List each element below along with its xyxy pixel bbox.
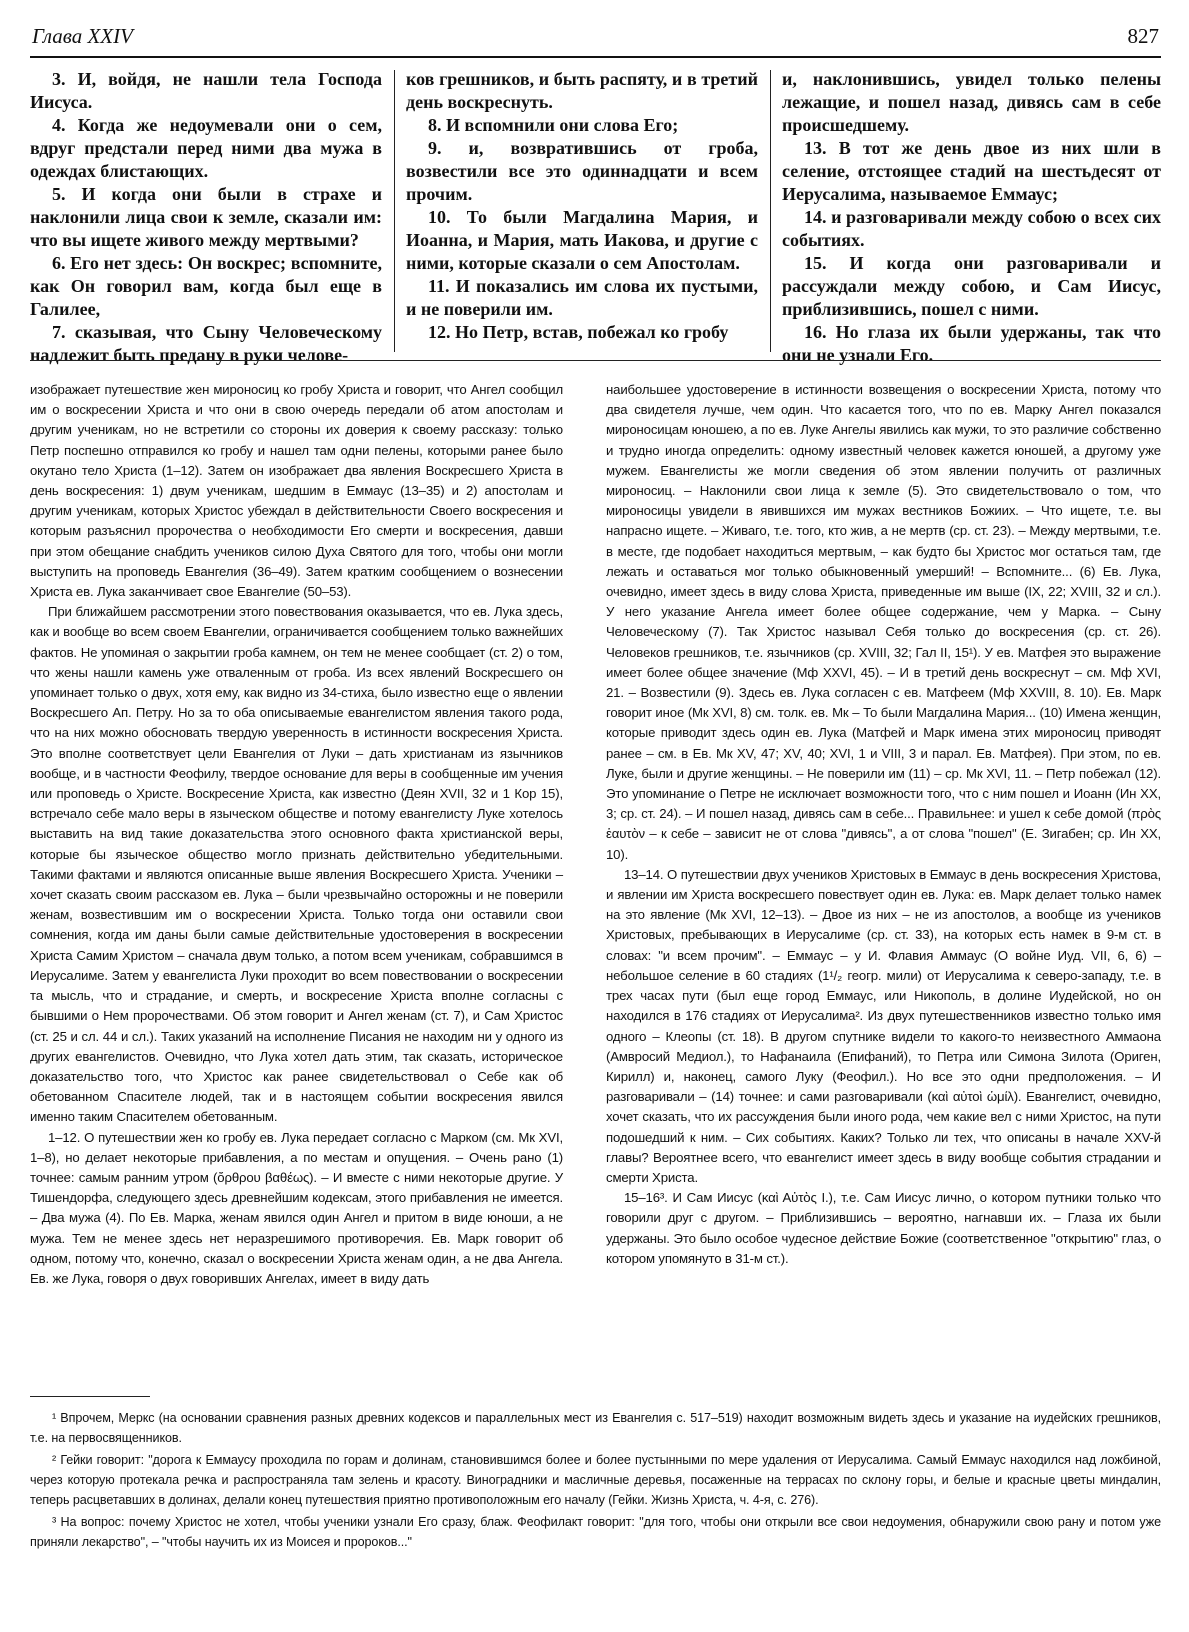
running-header [30, 20, 1161, 58]
verse-12: 12. Но Петр, встав, побежал ко гробу [428, 322, 729, 342]
commentary-paragraph: При ближайшем рассмотрении этого повествования оказывается, что ев. Лука здесь, как и вообще во всем своем Евангелии, ограничивается сообщением только важнейших фактов. Не упоминая о закрытии гроба камнем, он тем не менее сообщает (ст. 2) о том, что жены нашли камень уже отваленным от гроба. Из всех явлений Воскресшего он упоминает только о двух, хотя ему, как видно из 34-стиха, было известно еще о явлении Воскресшего Ап. Петру. Но за то оба описываемые евангелистом явления такого рода, что на них можно обосновать твердую уверенность в истинности воскресения Христа. Это вполне соответствует цели Евангелия от Луки – дать христианам из язычников вообще, и в частности Феофилу, твердое основание для веры в сообщенные им учения или проповедь о Христе. Воскресение Христа, как известно (Деян XVII, 32 и 1 Кор 15), встречало себе мало веры в языческом обществе и потому евангелисту Луке хотелось выставить на вид такие доказательства этого основного факта христианской веры, которые бы языческое общество могло признать действительно убедительными. Такими фактами и являются описанные выше явления Воскресшего Христа. Ученики – хочет сказать своим рассказом ев. Лука – были чрезвычайно осторожны и не поверили женам, возвестившим им о воскресении Христа. Только тогда они оставили свои сомнения, когда им даны были самые действительные удостоверения в воскресении Христа Самим Христом – сначала двум только, а потом всем ученикам, собравшимся в Иерусалиме. Затем у евангелиста Луки проходит во всем повествовании о воскресении та мысль, что и страдание, и смерть, и воскресение Христа вполне согласны с бывшими о Нем пророчествами. Об этом говорит и Ангел женам (ст. 7), и Сам Христос (ст. 25 и сл. 44 и сл.). Таких указаний на исполнение Писания не находим ни у одного из других евангелистов. Очевидно, что Лука хотел дать этим, так сказать, историческое доказательство того, что Христос как ранее свидетельствовал о Себе как об обетованном Спасителе людей, так и в настоящем событии воскресения явился именно таким Спасителем обетованным. [30, 604, 563, 1125]
verse-3: 3. И, войдя, не нашли тела Господа Иисуса. [30, 69, 382, 112]
verse-5: 5. И когда они были в страхе и наклонили лица свои к земле, сказали им: что вы ищете живого между мертвыми? [30, 184, 382, 250]
commentary-paragraph: наибольшее удостоверение в истинности возвещения о воскресении Христа, потому что два свидетеля лучше, чем один. Что касается того, что по ев. Марку Ангел показался мироносицам юношею, а по ев. Луке Ангелы явились как мужи, то это различие собственно и трудно иногда определить: одному известный человек кажется юношей, а другому уже мужем. Евангелисты же могли сведения об этом явлении получить от различных мироносиц. – Наклонили свои лица к земле (5). Это свидетельствовало о том, что мироносицы увидели в явившихся им мужах вестников Божиих. – Что ищете, т.е. вы напрасно ищете. – Живаго, т.е. того, кто жив, а не мертв (ср. ст. 23). – Между мертвыми, т.е. в месте, где подобает находиться мертвым, – как будто бы Христос мог остаться там, где лежать и оставаться мог только обыкновенный умерший! – Вспомните... (6) Ев. Лука, очевидно, имеет здесь в виду слова Христа, приведенные им выше (IX, 22; XVIII, 32 и сл.). У него указание Ангела имеет более общее содержание, чем у Марка. – Сыну Человеческому (7). Так Христос называл Себя только до воскресения (ср. ст. 26). Человеков грешников, т.е. язычников (ср. XVIII, 32; Гал II, 15¹). У ев. Матфея это выражение имеет более общее значение (Мф XXVI, 45). – И в третий день воскреснут – см. Мф XVI, 21. – Возвестили (9). Здесь ев. Лука согласен с ев. Матфеем (Мф XXVIII, 8. 10). Ев. Марк говорит иное (Мк XVI, 8) см. толк. ев. Мк – То были Магдалина Мария... (10) Имена женщин, которые приводит здесь один ев. Лука (Матфей и Марк имена этих мироносиц приводят ранее – см. в Ев. Мк XV, 47; XV, 40; XVI, 1 и VIII, 3 и парал. Ев. Матфея). При этом, по ев. Луке, были и другие женщины. – Не поверили им (11) – ср. Мк XVI, 11. – Петр побежал (12). Это упоминание о Петре не исключает возможности того, что с ним пошел и Иоанн (Ин XX, 3; ср. ст. 24). – И пошел назад, дивясь сам в себе... Правильнее: и ушел к себе домой (πρὸς ἑαυτὸν – к себе – зависит не от слова "дивясь", а от слова "пошел" (Е. Зигабен; ср. Ин XX, 10). [606, 382, 1161, 862]
verse-column-1 [30, 68, 382, 365]
verse-12-continued: и, наклонившись, увидел только пелены лежащие, и пошел назад, дивясь сам в себе происшедшему. [782, 69, 1161, 135]
footnote-rule [30, 1396, 150, 1397]
footnote-2: ² Гейки говорит: "дорога к Еммаусу проходила по горам и долинам, становившимся более и более пустынными по мере удаления от Иерусалима. Самый Еммаус находился над ложбиной, через которую протекала речка и распространяла там зелень и красоту. Виноградники и масличные деревья, посаженные на террасах по склону горы, и белые и красные цветы миндалин, теперь расцветавших в долинах, делали конец путешествия приятно противоположным его началу (Гейки. Жизнь Христа, ч. 4-я, с. 276). [30, 1453, 1161, 1507]
verse-column-2 [406, 68, 758, 354]
verse-8: 8. И вспомнили они слова Его; [428, 115, 679, 135]
verse-6: 6. Его нет здесь: Он воскрес; вспомните, как Он говорил вам, когда был еще в Галилее, [30, 253, 382, 319]
chapter-title: Глава XXIV [32, 24, 133, 48]
verse-column-3 [782, 68, 1161, 365]
section-divider [30, 360, 1161, 361]
verse-14: 14. и разговаривали между собою о всех сих событиях. [782, 207, 1161, 250]
scripture-verses [30, 68, 1161, 365]
verse-7-continued: ков грешников, и быть распяту, и в третий день воскреснуть. [406, 69, 758, 112]
verse-13: 13. В тот же день двое из них шли в селение, отстоящее стадий на шестьдесят от Иерусалима, называемое Еммаус; [782, 138, 1161, 204]
verse-9: 9. и, возвратившись от гроба, возвестили все это одиннадцати и всем прочим. [406, 138, 758, 204]
page-number: 827 [1127, 24, 1159, 48]
verse-10: 10. То были Магдалина Мария, и Иоанна, и Мария, мать Иакова, и другие с ними, которые сказали о сем Апостолам. [406, 207, 758, 273]
column-divider [770, 70, 771, 352]
verse-7: 7. сказывая, что Сыну Человеческому надлежит быть предану в руки челове- [30, 322, 382, 365]
verse-15: 15. И когда они разговаривали и рассуждали между собою, и Сам Иисус, приблизившись, пошел с ними. [782, 253, 1161, 319]
commentary-paragraph: 13–14. О путешествии двух учеников Христовых в Еммаус в день воскресения Христова, и явлении им Христа воскресшего повествует один ев. Лука: ев. Марк делает только намек на это явление (Мк XVI, 12–13). – Двое из них – не из апостолов, а вообще из учеников Христовых, пребывающих в Иерусалиме (ср. ст. 33), на которых есть намек в 9-м ст. в словах: "и всем прочим". – Еммаус – у И. Флавия Аммаус (О войне Иуд. VII, 6, 6) – небольшое селение в 60 стадиях (1¹/₂ геогр. мили) от Иерусалима к северо-западу, т.е. в трех часах пути (был еще город Еммаус, или Никополь, в долине Иудейской, но он находился в 176 стадиях от Иерусалима². Из двух путешественников известно только имя одного – Клеопы (ст. 18). В другом спутнике видели то какого-то неизвестного Аммаона (Амвросий Медиол.), то Нафанаила (Епифаний), то Петра или Симона Зилота (Ориген, Кирилл) и, наконец, самого Луку (Феофил.). Но все это одни предположения. – И разговаривали – (14) точнее: и сами разговаривали (καὶ αὐτοὶ ὡμίλ). Евангелист, очевидно, хочет сказать, что их рассуждения были иного рода, чем какие вел с ними Христос, на пути подошедший к ним. – Сих событиях. Каких? Только ли тех, что описаны в начале XXV-й главы? Вероятнее всего, что евангелист имеет здесь в виду вообще события страдании и смерти Христа. [606, 866, 1161, 1185]
commentary-paragraph: изображает путешествие жен мироносиц ко гробу Христа и говорит, что Ангел сообщил им о воскресении Христа и что они в свою очередь передали об атом апостолам и другим ученикам, но не встретили со стороны их доверия к своему рассказу: только Петр поспешно отправился ко гробу и нашел там одни пелены, которыми ранее было окутано тело Христа (1–12). Затем он изображает два явления Воскресшего Христа в день воскресения: 1) двум ученикам, шедшим в Еммаус (13–35) и 2) апостолам и другим ученикам, которых Христос убеждал в действительности Своего воскресения и которым разъяснил пророчества о необходимости Его смерти и воскресения, давши при этом обещание снабдить учеников силою Духа Святого для того, чтобы они могли выступить на проповедь Евангелия (36–49). Затем кратким сообщением о вознесении Христа ев. Лука заканчивает свое Евангелие (50–53). [30, 382, 563, 600]
verse-11: 11. И показались им слова их пустыми, и не поверили им. [406, 276, 758, 319]
commentary-column-right [606, 380, 1161, 1376]
footnote-3: ³ На вопрос: почему Христос не хотел, чтобы ученики узнали Его сразу, блаж. Феофилакт говорит: "для того, чтобы они открыли все свои недоумения, обнаружили свою рану и потом уже приняли лекарство", – "чтобы научить их из Моисея и пророков..." [30, 1515, 1161, 1549]
verse-16: 16. Но глаза их были удержаны, так что они не узнали Его. [782, 322, 1161, 365]
column-divider [394, 70, 395, 352]
commentary-paragraph: 15–16³. И Сам Иисус (καὶ Αὐτὸς Ι.), т.е. Сам Иисус лично, о котором путники только что говорили друг с другом. – Приблизившись – вероятно, нагнавши их. – Глаза их были удержаны. Это было особое чудесное действие Божие (соответственное "открытию" глаз, о котором упомянуто в 31-м ст.). [606, 1190, 1161, 1266]
footnote-1: ¹ Впрочем, Меркс (на основании сравнения разных древних кодексов и параллельных мест из Евангелия с. 517–519) находит возможным видеть здесь и указание на иудейских грешников, т.е. на первосвященников. [30, 1411, 1161, 1445]
verse-4: 4. Когда же недоумевали они о сем, вдруг предстали перед ними два мужа в одеждах блистающих. [30, 115, 382, 181]
commentary-paragraph: 1–12. О путешествии жен ко гробу ев. Лука передает согласно с Марком (см. Мк XVI, 1–8), но делает некоторые прибавления, а по местам и опущения. – Очень рано (1) точнее: самым ранним утром (ὄρθρου βαθέως). – И вместе с ними некоторые другие. У Тишендорфа, следующего здесь древнейшим кодексам, этого прибавления не имеется. – Два мужа (4). По Ев. Марка, женам явился один Ангел и притом в виде юноши, а не мужа. Тем не менее здесь нет неразрешимого противоречия. Ев. Марк говорит об одном, потому что, конечно, сказал о воскресении Христа женам один, а не два Ангела. Ев. же Лука, говоря о двух говоривших Ангелах, имеет в виду дать [30, 1129, 563, 1286]
footnotes [30, 1408, 1161, 1608]
commentary-column-left [30, 380, 563, 1376]
